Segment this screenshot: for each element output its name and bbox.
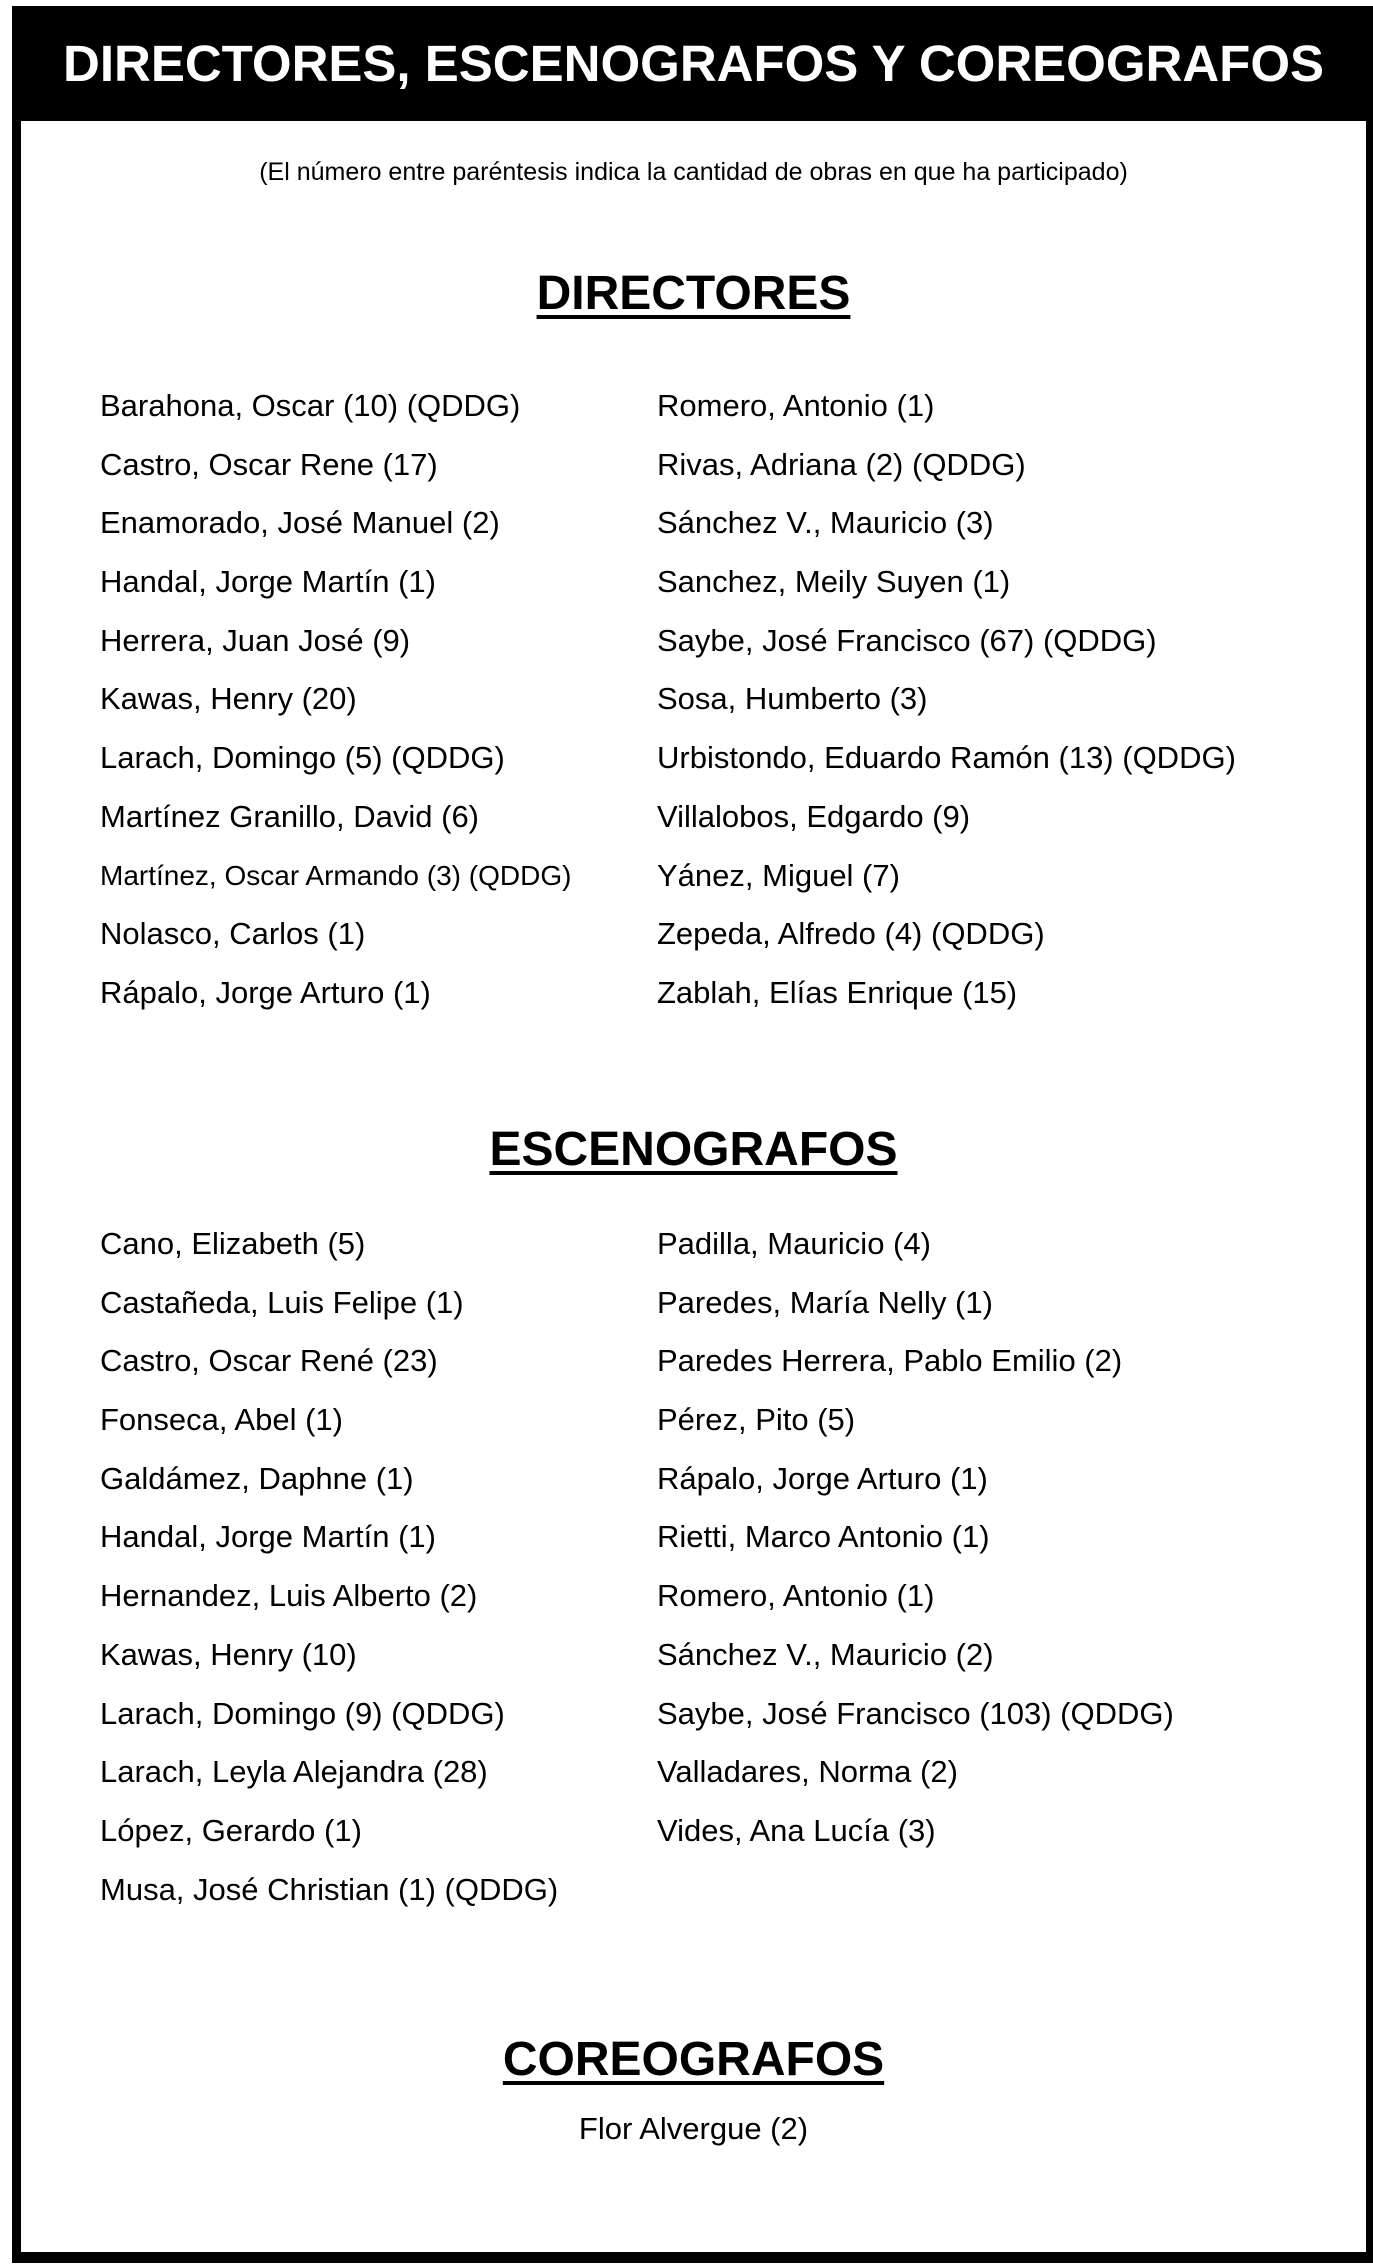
list-item: López, Gerardo (1): [100, 1812, 362, 1848]
list-item: Saybe, José Francisco (67) (QDDG): [657, 622, 1157, 658]
list-item: Barahona, Oscar (10) (QDDG): [100, 388, 521, 423]
section-heading-coreografos: COREOGRAFOS: [502, 2033, 885, 2086]
list-item: Rápalo, Jorge Arturo (1): [100, 974, 431, 1010]
list-item: Castañeda, Luis Felipe (1): [100, 1284, 464, 1320]
list-item: Hernandez, Luis Alberto (2): [100, 1578, 478, 1614]
list-item: Paredes Herrera, Pablo Emilio (2): [657, 1343, 1123, 1379]
list-item: Vides, Ana Lucía (3): [657, 1812, 936, 1848]
list-item: Padilla, Mauricio (4): [657, 1226, 931, 1261]
list-item: Larach, Leyla Alejandra (28): [100, 1754, 488, 1790]
list-item: Sánchez V., Mauricio (2): [657, 1636, 994, 1672]
list-item: Enamorado, José Manuel (2): [100, 505, 500, 541]
coreografo-entry: Flor Alvergue (2): [578, 2111, 809, 2146]
list-item: Kawas, Henry (10): [100, 1636, 357, 1672]
list-item: Romero, Antonio (1): [657, 388, 935, 423]
list-item: Castro, Oscar Rene (17): [100, 446, 438, 482]
list-item: Valladares, Norma (2): [657, 1754, 958, 1790]
list-item: Sánchez V., Mauricio (3): [657, 505, 994, 541]
section-heading-directores: DIRECTORES: [536, 267, 851, 320]
list-item: Sosa, Humberto (3): [657, 681, 928, 717]
explanatory-note: (El número entre paréntesis indica la cantidad de obras en que ha participado): [259, 158, 1128, 186]
list-item: Saybe, José Francisco (103) (QDDG): [657, 1695, 1174, 1731]
section-heading-escenografos: ESCENOGRAFOS: [489, 1123, 898, 1176]
list-item: Pérez, Pito (5): [657, 1402, 856, 1438]
list-item: Sanchez, Meily Suyen (1): [657, 564, 1011, 600]
list-item: Cano, Elizabeth (5): [100, 1226, 366, 1261]
list-item: Larach, Domingo (9) (QDDG): [100, 1695, 505, 1731]
list-item: Rápalo, Jorge Arturo (1): [657, 1460, 988, 1496]
directores-right-list: [657, 377, 1297, 1023]
escenografos-left-list: [100, 1215, 740, 1919]
list-item: Musa, José Christian (1) (QDDG): [100, 1871, 559, 1907]
list-item: Nolasco, Carlos (1): [100, 916, 366, 952]
escenografos-right-list: [657, 1215, 1297, 1861]
list-item: Rietti, Marco Antonio (1): [657, 1519, 990, 1555]
list-item: Zepeda, Alfredo (4) (QDDG): [657, 916, 1045, 952]
list-item: Villalobos, Edgardo (9): [657, 798, 971, 834]
list-item: Handal, Jorge Martín (1): [100, 564, 436, 600]
page-title: DIRECTORES, ESCENOGRAFOS Y COREOGRAFOS: [21, 6, 1366, 121]
list-item: Paredes, María Nelly (1): [657, 1284, 993, 1320]
list-item: Martínez Granillo, David (6): [100, 798, 480, 834]
list-item: Rivas, Adriana (2) (QDDG): [657, 446, 1026, 482]
list-item: Larach, Domingo (5) (QDDG): [100, 740, 505, 776]
list-item: Martínez, Oscar Armando (3) (QDDG): [100, 859, 572, 891]
list-item: Herrera, Juan José (9): [100, 622, 411, 658]
list-item: Urbistondo, Eduardo Ramón (13) (QDDG): [657, 740, 1236, 776]
directores-left-list: [100, 377, 740, 1023]
list-item: Zablah, Elías Enrique (15): [657, 974, 1018, 1010]
list-item: Yánez, Miguel (7): [657, 857, 900, 893]
list-item: Handal, Jorge Martín (1): [100, 1519, 436, 1555]
list-item: Fonseca, Abel (1): [100, 1402, 343, 1438]
list-item: Romero, Antonio (1): [657, 1578, 935, 1614]
page-frame: [12, 6, 1373, 2263]
list-item: Castro, Oscar René (23): [100, 1343, 438, 1379]
list-item: Galdámez, Daphne (1): [100, 1460, 414, 1496]
list-item: Kawas, Henry (20): [100, 681, 357, 717]
